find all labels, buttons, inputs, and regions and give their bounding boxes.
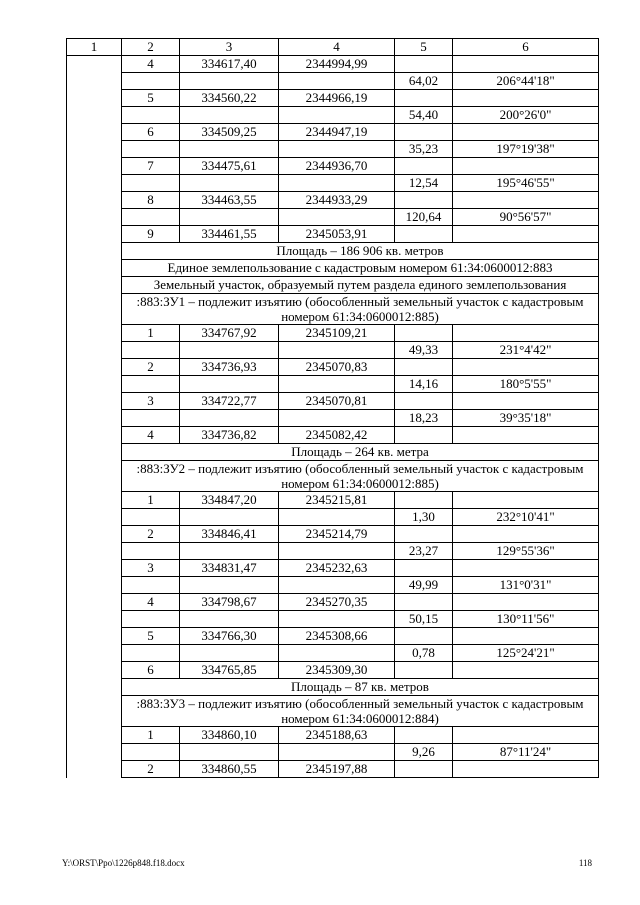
empty-cell	[180, 577, 279, 594]
empty-cell	[180, 342, 279, 359]
zu-title-row-text: :883:ЗУ3 – подлежит изъятию (обособленный земельный участок с кадастровым номером 61:34:0600012:884)	[122, 696, 599, 727]
coord-x: 334463,55	[180, 192, 279, 209]
table-row	[67, 744, 599, 761]
angle: 39°35'18"	[453, 410, 599, 427]
angle: 206°44'18"	[453, 73, 599, 90]
empty-cell	[122, 509, 180, 526]
table-body	[67, 39, 599, 778]
coord-y: 2345188,63	[279, 727, 395, 744]
empty-cell	[180, 376, 279, 393]
area-row-text: Площадь – 87 кв. метров	[122, 679, 599, 696]
angle: 125°24'21"	[453, 645, 599, 662]
table-row	[67, 393, 599, 410]
table-row	[67, 209, 599, 226]
coord-x: 334765,85	[180, 662, 279, 679]
empty-cell	[180, 209, 279, 226]
table-row	[67, 611, 599, 628]
empty-cell	[453, 662, 599, 679]
empty-cell	[279, 543, 395, 560]
table-row	[67, 56, 599, 73]
table-row	[67, 594, 599, 611]
subtitle-row-text: Земельный участок, образуемый путем раздела единого землепользования	[122, 277, 599, 294]
empty-cell	[395, 124, 453, 141]
empty-cell	[395, 560, 453, 577]
angle: 200°26'0"	[453, 107, 599, 124]
empty-cell	[453, 761, 599, 778]
unified-row-text: Единое землепользование с кадастровым номером 61:34:0600012:883	[122, 260, 599, 277]
point-number: 1	[122, 727, 180, 744]
coord-y: 2345215,81	[279, 492, 395, 509]
table-row	[67, 761, 599, 778]
table-row	[67, 124, 599, 141]
point-number: 4	[122, 56, 180, 73]
zu-title-row-text: :883:ЗУ2 – подлежит изъятию (обособленный земельный участок с кадастровым номером 61:34:0600012:885)	[122, 461, 599, 492]
empty-cell	[279, 175, 395, 192]
empty-cell	[122, 175, 180, 192]
table-row	[67, 509, 599, 526]
distance: 54,40	[395, 107, 453, 124]
empty-cell	[122, 342, 180, 359]
empty-cell	[453, 192, 599, 209]
empty-cell	[453, 124, 599, 141]
coord-y: 2344936,70	[279, 158, 395, 175]
empty-cell	[453, 226, 599, 243]
table-row	[67, 645, 599, 662]
point-number: 2	[122, 526, 180, 543]
distance: 0,78	[395, 645, 453, 662]
angle: 90°56'57"	[453, 209, 599, 226]
distance: 35,23	[395, 141, 453, 158]
point-number: 4	[122, 427, 180, 444]
table-row	[67, 141, 599, 158]
empty-cell	[279, 645, 395, 662]
coord-y: 2344947,19	[279, 124, 395, 141]
empty-cell	[395, 427, 453, 444]
empty-cell	[279, 209, 395, 226]
table-row	[67, 192, 599, 209]
distance: 9,26	[395, 744, 453, 761]
table-row	[67, 727, 599, 744]
empty-cell	[453, 56, 599, 73]
column-header: 4	[279, 39, 395, 56]
coord-x: 334860,55	[180, 761, 279, 778]
coord-x: 334847,20	[180, 492, 279, 509]
empty-cell	[395, 359, 453, 376]
coord-x: 334461,55	[180, 226, 279, 243]
point-number: 9	[122, 226, 180, 243]
point-number: 7	[122, 158, 180, 175]
point-number: 5	[122, 628, 180, 645]
table-row	[67, 410, 599, 427]
empty-cell	[122, 73, 180, 90]
empty-cell	[395, 761, 453, 778]
zu-title-row	[67, 294, 599, 325]
coord-x: 334617,40	[180, 56, 279, 73]
empty-cell	[279, 107, 395, 124]
table-row	[67, 543, 599, 560]
coord-x: 334831,47	[180, 560, 279, 577]
table-row	[67, 662, 599, 679]
empty-cell	[395, 90, 453, 107]
area-row-text: Площадь – 264 кв. метра	[122, 444, 599, 461]
angle: 195°46'55"	[453, 175, 599, 192]
distance: 18,23	[395, 410, 453, 427]
empty-cell	[453, 594, 599, 611]
coord-y: 2345070,81	[279, 393, 395, 410]
empty-cell	[279, 611, 395, 628]
coord-y: 2344933,29	[279, 192, 395, 209]
empty-cell	[122, 611, 180, 628]
column-header: 1	[67, 39, 122, 56]
empty-cell	[122, 577, 180, 594]
empty-cell	[453, 628, 599, 645]
empty-cell	[453, 526, 599, 543]
empty-cell	[180, 410, 279, 427]
coord-y: 2345270,35	[279, 594, 395, 611]
column-header: 5	[395, 39, 453, 56]
empty-cell	[395, 727, 453, 744]
empty-cell	[395, 192, 453, 209]
angle: 180°5'55"	[453, 376, 599, 393]
coord-y: 2344966,19	[279, 90, 395, 107]
table-row	[67, 560, 599, 577]
table-row	[67, 577, 599, 594]
point-number: 8	[122, 192, 180, 209]
distance: 12,54	[395, 175, 453, 192]
table-row	[67, 325, 599, 342]
empty-cell	[180, 175, 279, 192]
point-number: 2	[122, 359, 180, 376]
distance: 49,33	[395, 342, 453, 359]
area-row	[67, 444, 599, 461]
empty-cell	[453, 393, 599, 410]
angle: 131°0'31"	[453, 577, 599, 594]
empty-cell	[180, 744, 279, 761]
table-row	[67, 226, 599, 243]
table-row	[67, 526, 599, 543]
empty-cell	[453, 727, 599, 744]
empty-cell	[395, 226, 453, 243]
footer-page-number: 118	[578, 858, 592, 868]
point-number: 3	[122, 393, 180, 410]
empty-cell	[395, 393, 453, 410]
point-number: 5	[122, 90, 180, 107]
table-row	[67, 359, 599, 376]
empty-cell	[279, 342, 395, 359]
coord-x: 334722,77	[180, 393, 279, 410]
point-number: 3	[122, 560, 180, 577]
distance: 23,27	[395, 543, 453, 560]
distance: 49,99	[395, 577, 453, 594]
table-row	[67, 628, 599, 645]
coord-y: 2345214,79	[279, 526, 395, 543]
table-row	[67, 90, 599, 107]
empty-cell	[180, 107, 279, 124]
footer-file-path: Y:\ORST\Ppo\1226p848.f18.docx	[62, 858, 185, 868]
point-number: 1	[122, 492, 180, 509]
empty-cell	[395, 158, 453, 175]
empty-cell	[395, 594, 453, 611]
point-number: 2	[122, 761, 180, 778]
empty-cell	[180, 611, 279, 628]
point-number: 4	[122, 594, 180, 611]
empty-cell	[453, 158, 599, 175]
coord-x: 334798,67	[180, 594, 279, 611]
table-row	[67, 427, 599, 444]
empty-cell	[395, 628, 453, 645]
coord-y: 2345082,42	[279, 427, 395, 444]
distance: 1,30	[395, 509, 453, 526]
empty-cell	[279, 73, 395, 90]
point-number: 6	[122, 662, 180, 679]
coord-y: 2345308,66	[279, 628, 395, 645]
empty-cell	[453, 560, 599, 577]
empty-cell	[453, 325, 599, 342]
empty-cell	[395, 325, 453, 342]
empty-cell	[453, 359, 599, 376]
empty-cell	[180, 141, 279, 158]
zu-title-row-text: :883:ЗУ1 – подлежит изъятию (обособленный земельный участок с кадастровым номером 61:34:0600012:885)	[122, 294, 599, 325]
distance: 50,15	[395, 611, 453, 628]
coord-y: 2345070,83	[279, 359, 395, 376]
subtitle-row	[67, 277, 599, 294]
empty-cell	[122, 376, 180, 393]
table-row	[67, 158, 599, 175]
area-row-text: Площадь – 186 906 кв. метров	[122, 243, 599, 260]
empty-cell	[453, 427, 599, 444]
column-header: 2	[122, 39, 180, 56]
angle: 197°19'38"	[453, 141, 599, 158]
coordinates-table	[66, 38, 599, 778]
angle: 129°55'36"	[453, 543, 599, 560]
coord-x: 334767,92	[180, 325, 279, 342]
header-row	[67, 39, 599, 56]
angle: 232°10'41"	[453, 509, 599, 526]
empty-cell	[122, 141, 180, 158]
coord-x: 334475,61	[180, 158, 279, 175]
empty-cell	[279, 376, 395, 393]
empty-cell	[279, 509, 395, 526]
empty-cell	[122, 543, 180, 560]
distance: 14,16	[395, 376, 453, 393]
table-row	[67, 492, 599, 509]
coord-y: 2345309,30	[279, 662, 395, 679]
empty-cell	[180, 645, 279, 662]
empty-cell	[279, 577, 395, 594]
coord-x: 334766,30	[180, 628, 279, 645]
angle: 87°11'24"	[453, 744, 599, 761]
empty-cell	[122, 645, 180, 662]
zu-title-row	[67, 696, 599, 727]
empty-cell	[279, 744, 395, 761]
empty-cell	[180, 509, 279, 526]
coord-x: 334846,41	[180, 526, 279, 543]
empty-cell	[122, 744, 180, 761]
empty-cell	[395, 492, 453, 509]
distance: 64,02	[395, 73, 453, 90]
coord-y: 2345109,21	[279, 325, 395, 342]
merged-left-cell	[67, 56, 122, 778]
table-row	[67, 175, 599, 192]
empty-cell	[180, 543, 279, 560]
point-number: 6	[122, 124, 180, 141]
empty-cell	[453, 492, 599, 509]
coord-x: 334860,10	[180, 727, 279, 744]
coord-x: 334736,82	[180, 427, 279, 444]
coord-y: 2344994,99	[279, 56, 395, 73]
empty-cell	[395, 56, 453, 73]
angle: 231°4'42"	[453, 342, 599, 359]
table-row	[67, 376, 599, 393]
coord-x: 334736,93	[180, 359, 279, 376]
area-row	[67, 243, 599, 260]
table-row	[67, 73, 599, 90]
column-header: 6	[453, 39, 599, 56]
column-header: 3	[180, 39, 279, 56]
table-row	[67, 342, 599, 359]
empty-cell	[395, 662, 453, 679]
empty-cell	[180, 73, 279, 90]
area-row	[67, 679, 599, 696]
empty-cell	[279, 141, 395, 158]
point-number: 1	[122, 325, 180, 342]
empty-cell	[279, 410, 395, 427]
empty-cell	[395, 526, 453, 543]
angle: 130°11'56"	[453, 611, 599, 628]
coord-y: 2345197,88	[279, 761, 395, 778]
empty-cell	[122, 107, 180, 124]
empty-cell	[122, 410, 180, 427]
coord-x: 334560,22	[180, 90, 279, 107]
zu-title-row	[67, 461, 599, 492]
coord-x: 334509,25	[180, 124, 279, 141]
distance: 120,64	[395, 209, 453, 226]
empty-cell	[453, 90, 599, 107]
coord-y: 2345053,91	[279, 226, 395, 243]
coord-y: 2345232,63	[279, 560, 395, 577]
empty-cell	[122, 209, 180, 226]
table-row	[67, 107, 599, 124]
unified-row	[67, 260, 599, 277]
